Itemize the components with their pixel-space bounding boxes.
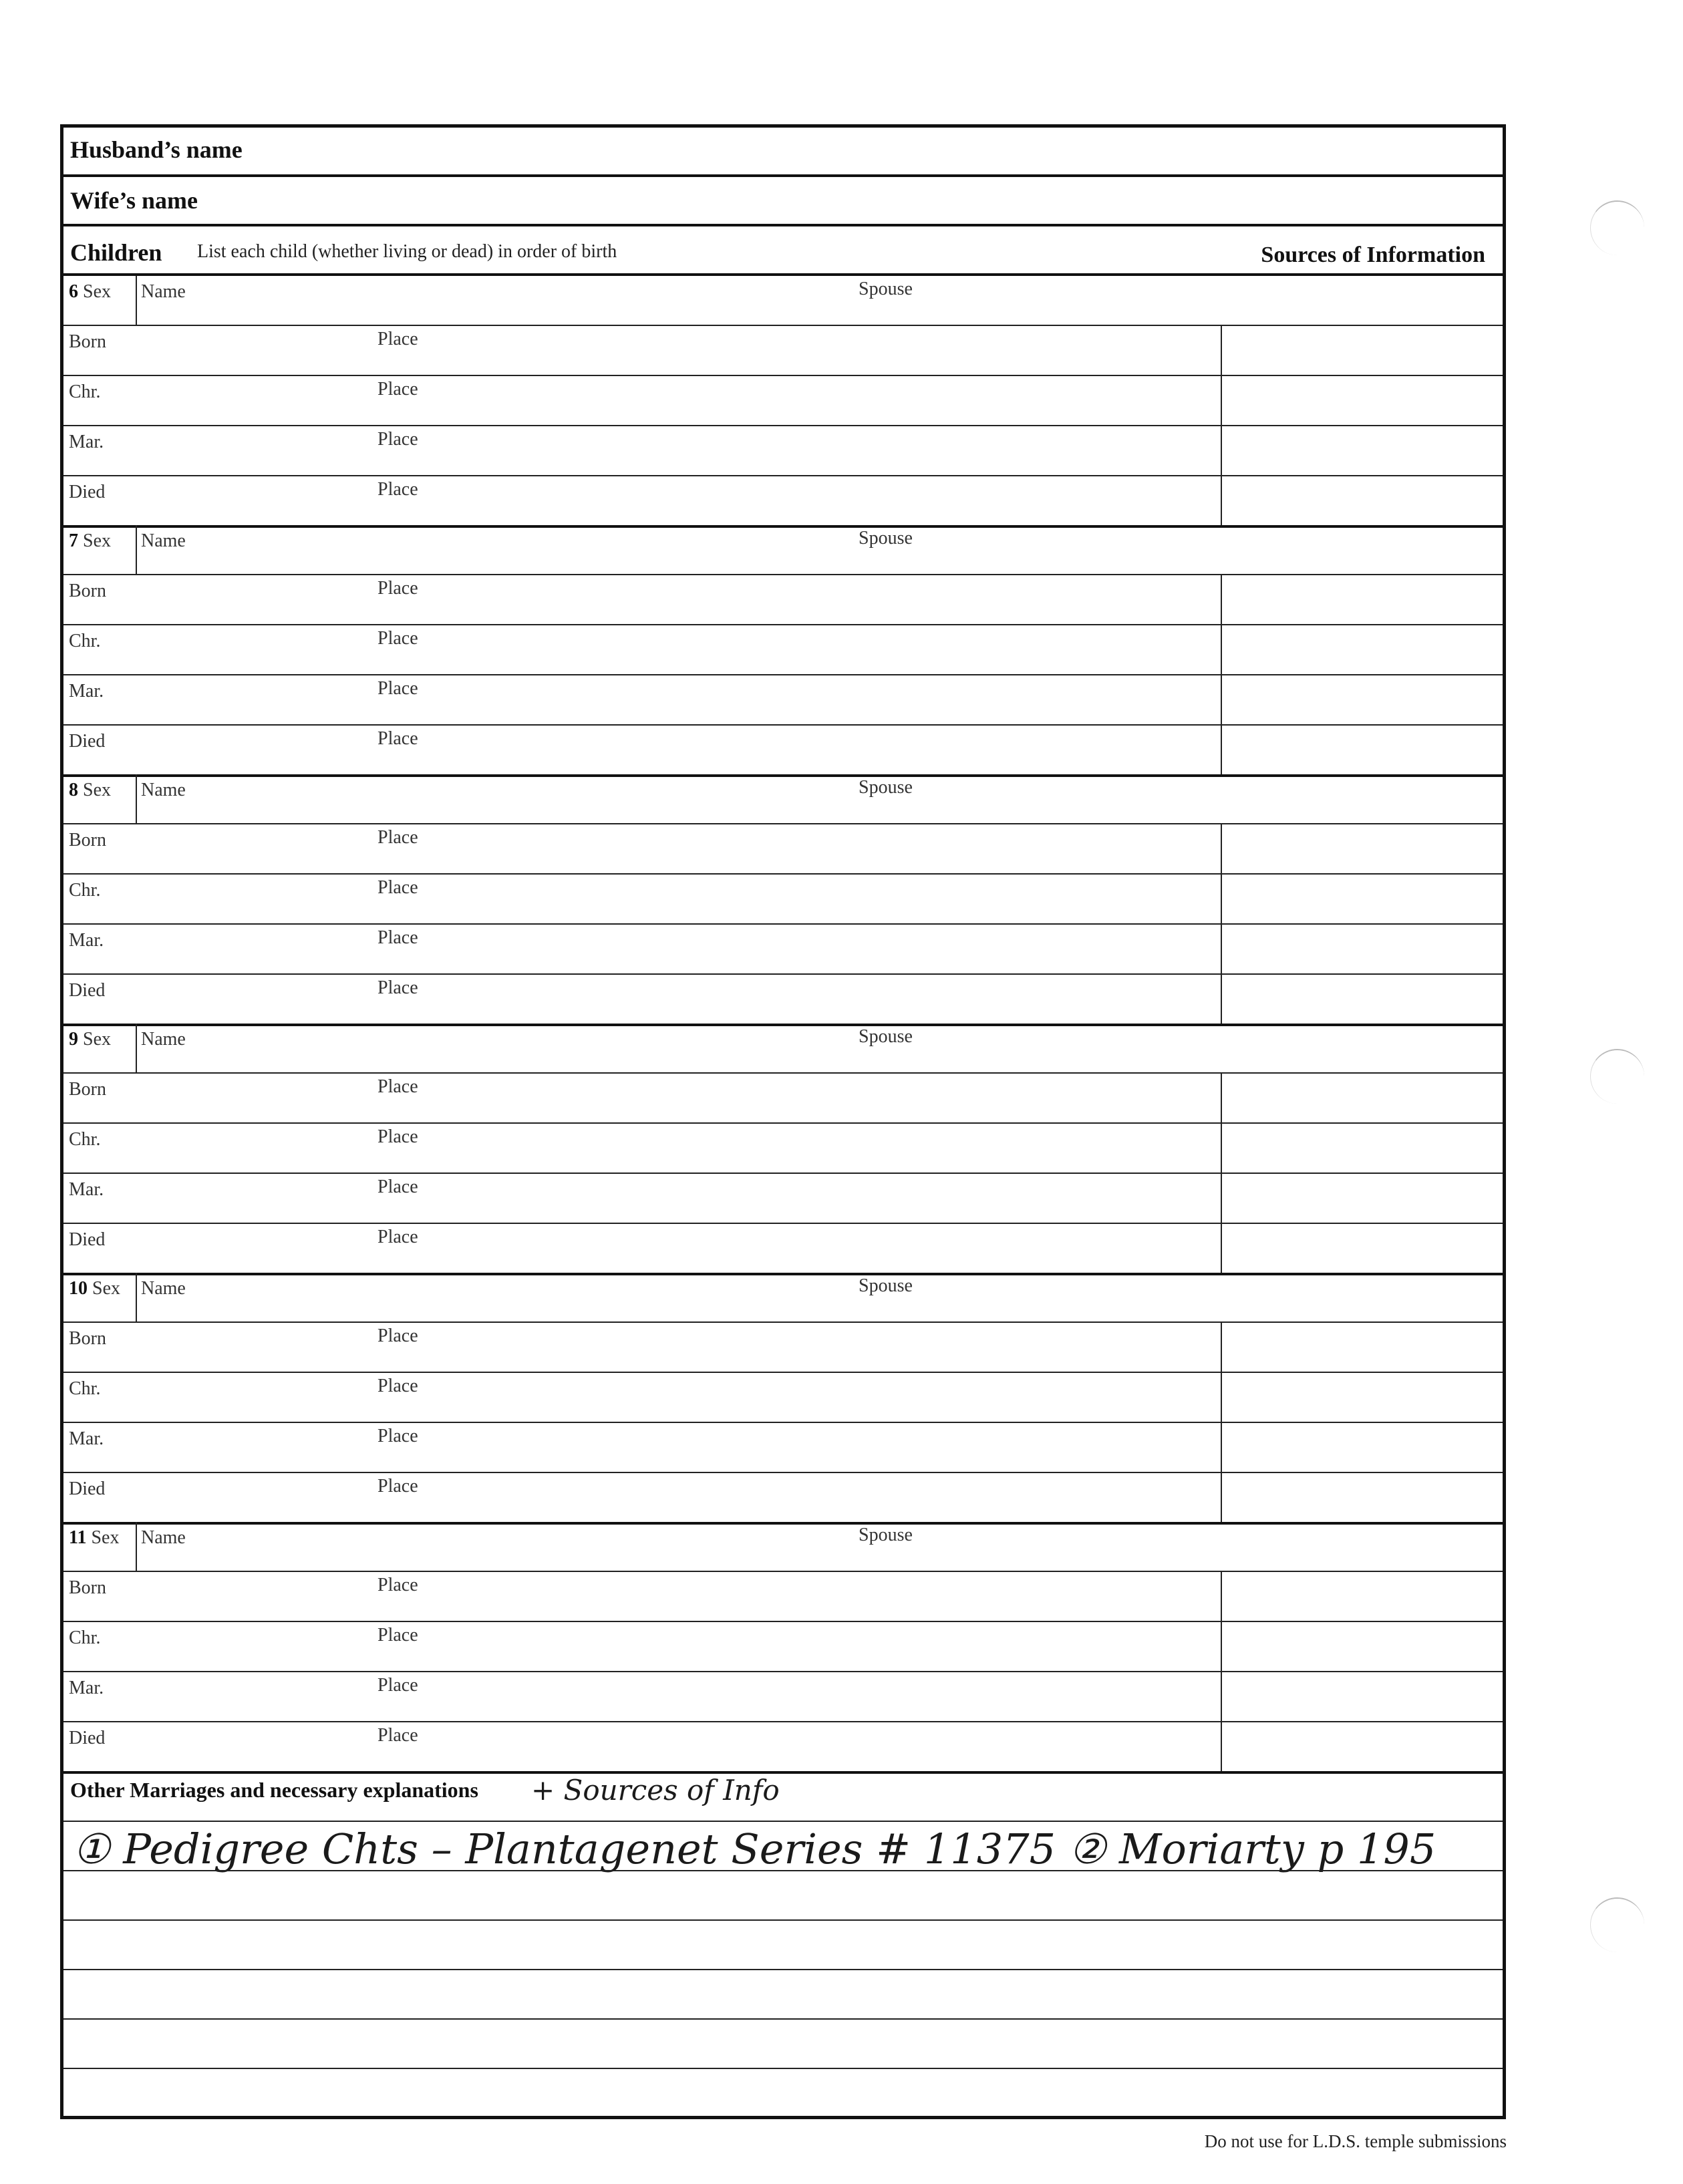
sex-label: Sex — [83, 530, 111, 551]
punch-hole-mark — [1590, 1049, 1644, 1104]
event-row-line — [63, 1621, 1503, 1622]
handwritten-sources-line: ① Pedigree Chts – Plantagenet Series # 11375 ② Moriarty p 195 — [73, 1825, 1436, 1873]
name-label[interactable]: Name — [141, 1278, 186, 1299]
event-label[interactable]: Mar. — [69, 432, 104, 452]
event-label[interactable]: Born — [69, 581, 106, 601]
event-label[interactable]: Born — [69, 1577, 106, 1598]
child-number: 6 — [69, 281, 78, 302]
place-label[interactable]: Place — [377, 1177, 418, 1197]
spouse-label[interactable]: Spouse — [859, 1525, 913, 1545]
event-label[interactable]: Died — [69, 482, 106, 502]
block-divider — [63, 525, 1503, 528]
child-block — [63, 525, 1503, 774]
event-label[interactable]: Mar. — [69, 1179, 104, 1200]
child-number: 8 — [69, 780, 78, 800]
event-label[interactable]: Chr. — [69, 1378, 101, 1399]
sex-name-divider — [136, 1024, 137, 1072]
event-label[interactable]: Mar. — [69, 681, 104, 701]
children-label: Children — [70, 239, 162, 266]
section-divider — [63, 1771, 1503, 1774]
name-label[interactable]: Name — [141, 1029, 186, 1050]
husband-label: Husband’s name — [70, 136, 243, 163]
other-marriages-label: Other Marriages and necessary explanations — [70, 1778, 478, 1802]
place-label[interactable]: Place — [377, 1625, 418, 1646]
event-row-line — [63, 1671, 1503, 1672]
place-label[interactable]: Place — [377, 1227, 418, 1247]
event-label[interactable]: Died — [69, 1478, 106, 1499]
child-number-sex[interactable] — [69, 780, 111, 801]
footer-note: Do not use for L.D.S. temple submissions — [1204, 2131, 1507, 2151]
block-divider — [63, 1522, 1503, 1525]
event-row-line — [63, 375, 1503, 376]
event-label[interactable]: Chr. — [69, 880, 101, 901]
event-row-line — [63, 1571, 1503, 1572]
event-row-line — [63, 1223, 1503, 1224]
sex-label: Sex — [91, 1527, 120, 1548]
place-label[interactable]: Place — [377, 1076, 418, 1097]
event-label[interactable]: Born — [69, 1328, 106, 1349]
spouse-label[interactable]: Spouse — [859, 528, 913, 549]
event-label[interactable]: Chr. — [69, 631, 101, 651]
sources-column-divider — [1221, 1571, 1222, 1771]
explanation-line — [63, 1821, 1503, 1822]
place-label[interactable]: Place — [377, 1476, 418, 1497]
sources-column-divider — [1221, 325, 1222, 525]
child-block — [63, 1024, 1503, 1273]
event-row-line — [63, 823, 1503, 824]
sex-label: Sex — [83, 780, 111, 800]
event-row-line — [63, 674, 1503, 675]
place-label[interactable]: Place — [377, 379, 418, 400]
event-row-line — [63, 1422, 1503, 1423]
event-row-line — [63, 1072, 1503, 1074]
sources-column-divider — [1221, 574, 1222, 774]
child-number-sex[interactable] — [69, 530, 111, 552]
event-label[interactable]: Died — [69, 1229, 106, 1250]
place-label[interactable]: Place — [377, 1575, 418, 1595]
sources-column-divider — [1221, 823, 1222, 1024]
child-number: 7 — [69, 530, 78, 551]
child-number: 10 — [69, 1278, 88, 1299]
wife-row[interactable] — [63, 177, 1503, 226]
sex-name-divider — [136, 1273, 137, 1321]
place-label[interactable]: Place — [377, 628, 418, 649]
event-row-line — [63, 1372, 1503, 1373]
place-label[interactable]: Place — [377, 329, 418, 349]
name-label[interactable]: Name — [141, 780, 186, 800]
child-number: 9 — [69, 1029, 78, 1050]
sex-name-divider — [136, 1522, 137, 1571]
event-row-line — [63, 425, 1503, 426]
sex-name-divider — [136, 525, 137, 574]
sex-label: Sex — [83, 1029, 111, 1050]
event-row-line — [63, 1321, 1503, 1323]
event-row-line — [63, 1721, 1503, 1722]
place-label[interactable]: Place — [377, 578, 418, 599]
explanation-line — [63, 2068, 1503, 2069]
sex-label: Sex — [92, 1278, 120, 1299]
place-label[interactable]: Place — [377, 1426, 418, 1446]
explanation-line — [63, 1870, 1503, 1871]
event-row-line — [63, 574, 1503, 575]
event-row-line — [63, 1122, 1503, 1124]
event-label[interactable]: Chr. — [69, 381, 101, 402]
child-number-sex[interactable] — [69, 1029, 111, 1050]
event-label[interactable]: Chr. — [69, 1627, 101, 1648]
place-label[interactable]: Place — [377, 1325, 418, 1346]
place-label[interactable]: Place — [377, 1725, 418, 1746]
event-row-line — [63, 923, 1503, 925]
place-label[interactable]: Place — [377, 728, 418, 749]
child-block — [63, 1273, 1503, 1522]
explanation-line — [63, 1919, 1503, 1921]
child-number-sex[interactable] — [69, 1278, 120, 1299]
punch-hole-mark — [1590, 1897, 1644, 1952]
name-label[interactable]: Name — [141, 530, 186, 551]
sex-label: Sex — [83, 281, 111, 302]
event-row-line — [63, 973, 1503, 975]
event-label[interactable]: Died — [69, 1728, 106, 1748]
event-row-line — [63, 475, 1503, 476]
wife-label: Wife’s name — [70, 187, 198, 214]
name-label[interactable]: Name — [141, 281, 186, 302]
place-label[interactable]: Place — [377, 1675, 418, 1696]
child-number-sex[interactable] — [69, 281, 111, 303]
event-row-line — [63, 1472, 1503, 1473]
child-block — [63, 774, 1503, 1024]
event-row-line — [63, 724, 1503, 726]
spouse-label[interactable]: Spouse — [859, 1275, 913, 1296]
event-label[interactable]: Mar. — [69, 1678, 104, 1698]
event-label[interactable]: Died — [69, 731, 106, 752]
event-label[interactable]: Chr. — [69, 1129, 101, 1150]
children-header-row — [63, 226, 1503, 276]
sources-column-divider — [1221, 1072, 1222, 1273]
child-number: 11 — [69, 1527, 87, 1548]
event-label[interactable]: Born — [69, 331, 106, 352]
block-divider — [63, 1273, 1503, 1275]
block-divider — [63, 1024, 1503, 1026]
place-label[interactable]: Place — [377, 827, 418, 848]
child-number-sex[interactable] — [69, 1527, 119, 1549]
event-label[interactable]: Mar. — [69, 930, 104, 951]
family-group-form — [60, 124, 1506, 2119]
spouse-label[interactable]: Spouse — [859, 279, 913, 299]
child-block — [63, 276, 1503, 525]
event-row-line — [63, 873, 1503, 875]
spouse-label[interactable]: Spouse — [859, 777, 913, 798]
event-label[interactable]: Died — [69, 980, 106, 1001]
event-row-line — [63, 325, 1503, 326]
spouse-label[interactable]: Spouse — [859, 1026, 913, 1047]
place-label[interactable]: Place — [377, 927, 418, 948]
event-label[interactable]: Mar. — [69, 1428, 104, 1449]
event-row-line — [63, 1173, 1503, 1174]
sex-name-divider — [136, 276, 137, 325]
sources-label: Sources of Information — [1261, 243, 1485, 267]
place-label[interactable]: Place — [377, 1126, 418, 1147]
children-instruction: List each child (whether living or dead) in order of birth — [197, 241, 617, 262]
other-marriages-section[interactable] — [63, 1771, 1503, 2119]
place-label[interactable]: Place — [377, 877, 418, 898]
place-label[interactable]: Place — [377, 1376, 418, 1396]
name-label[interactable]: Name — [141, 1527, 186, 1548]
punch-hole-mark — [1590, 200, 1644, 255]
place-label[interactable]: Place — [377, 977, 418, 998]
place-label[interactable]: Place — [377, 429, 418, 450]
explanation-line — [63, 1969, 1503, 1970]
place-label[interactable]: Place — [377, 678, 418, 699]
husband-row[interactable] — [63, 128, 1503, 177]
place-label[interactable]: Place — [377, 479, 418, 500]
event-row-line — [63, 624, 1503, 625]
child-block — [63, 1522, 1503, 1771]
block-divider — [63, 774, 1503, 777]
sex-name-divider — [136, 774, 137, 823]
event-label[interactable]: Born — [69, 830, 106, 850]
handwritten-heading-note: + Sources of Info — [531, 1774, 780, 1807]
explanation-line — [63, 2018, 1503, 2020]
sources-column-divider — [1221, 1321, 1222, 1522]
event-label[interactable]: Born — [69, 1079, 106, 1100]
